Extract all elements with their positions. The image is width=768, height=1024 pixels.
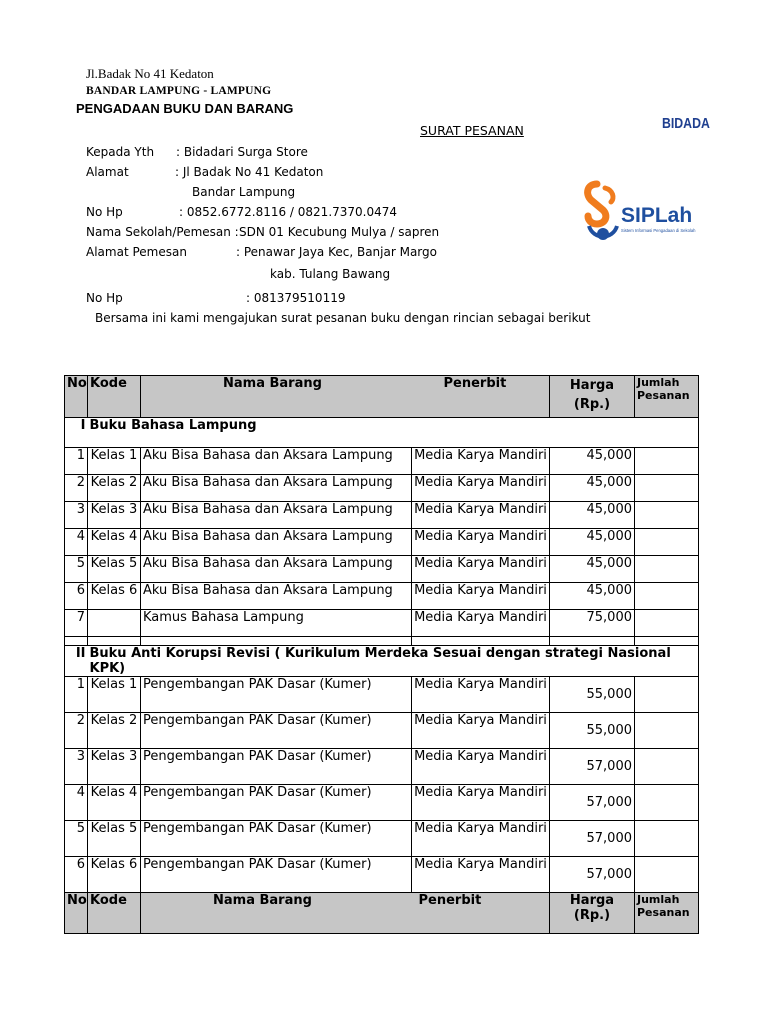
footer-harga: Harga (Rp.) [550, 893, 635, 934]
header-penerbit: Penerbit [443, 376, 507, 391]
siplah-logo-text: SIPLah [621, 204, 693, 227]
row-jumlah-pesanan[interactable] [635, 583, 699, 610]
table-row [65, 529, 699, 556]
sekolah-label: Nama Sekolah/Pemesan : [86, 225, 239, 239]
row-kode: Kelas 2 [88, 713, 141, 749]
row-no: 5 [65, 821, 88, 857]
table-row [65, 475, 699, 502]
row-harga: 45,000 [550, 448, 635, 475]
siplah-logo-subtext: Sistem Informasi Pengadaan di Sekolah [621, 228, 696, 233]
kepada-label: Kepada Yth [86, 145, 155, 159]
footer-no: No [65, 893, 88, 934]
section1-body [65, 448, 699, 637]
table-row [65, 821, 699, 857]
document-title: SURAT PESANAN [420, 123, 524, 138]
header-harga: Harga (Rp.) [550, 376, 635, 418]
row-no: 6 [65, 857, 88, 893]
row-kode [88, 610, 141, 637]
row-harga: 57,000 [550, 749, 635, 785]
row-penerbit: Media Karya Mandiri [412, 749, 550, 785]
row-no: 6 [65, 583, 88, 610]
row-jumlah-pesanan[interactable] [635, 502, 699, 529]
siplah-logo [583, 180, 701, 246]
table-row [65, 713, 699, 749]
header-organization: PENGADAAN BUKU DAN BARANG [76, 101, 294, 116]
table-header [65, 376, 699, 418]
section2-roman: II [65, 646, 88, 677]
nohp2-label: No Hp [86, 291, 123, 305]
row-kode: Kelas 4 [88, 785, 141, 821]
nohp-label: No Hp [86, 205, 123, 219]
section1-roman: I [65, 418, 88, 448]
row-penerbit: Media Karya Mandiri [412, 475, 550, 502]
table-row [65, 583, 699, 610]
row-harga: 75,000 [550, 610, 635, 637]
row-kode: Kelas 5 [88, 556, 141, 583]
row-jumlah-pesanan[interactable] [635, 556, 699, 583]
row-penerbit: Media Karya Mandiri [412, 857, 550, 893]
section2-row [65, 646, 699, 677]
table-row [65, 857, 699, 893]
spacer-row [65, 637, 699, 646]
row-jumlah-pesanan[interactable] [635, 475, 699, 502]
row-jumlah-pesanan[interactable] [635, 713, 699, 749]
row-nama-barang: Aku Bisa Bahasa dan Aksara Lampung [141, 502, 412, 529]
row-kode: Kelas 6 [88, 583, 141, 610]
row-penerbit: Media Karya Mandiri [412, 556, 550, 583]
header-nama: Nama Barang [223, 376, 322, 391]
alamat-pemesan-value: : Penawar Jaya Kec, Banjar Margo [236, 245, 437, 259]
row-harga: 55,000 [550, 677, 635, 713]
row-penerbit: Media Karya Mandiri [412, 713, 550, 749]
footer-penerbit: Penerbit [418, 893, 482, 908]
alamat-value: : Jl Badak No 41 Kedaton [175, 165, 324, 179]
kepada-value: : Bidadari Surga Store [176, 145, 308, 159]
row-no: 7 [65, 610, 88, 637]
row-no: 1 [65, 677, 88, 713]
row-jumlah-pesanan[interactable] [635, 785, 699, 821]
footer-jumlah: Jumlah Pesanan [635, 893, 699, 934]
row-no: 3 [65, 502, 88, 529]
row-jumlah-pesanan[interactable] [635, 857, 699, 893]
alamat-value-2: Bandar Lampung [192, 185, 296, 199]
nohp2-value: : 081379510119 [246, 291, 346, 305]
row-kode: Kelas 5 [88, 821, 141, 857]
row-penerbit: Media Karya Mandiri [412, 502, 550, 529]
row-kode: Kelas 4 [88, 529, 141, 556]
nohp-value: : 0852.6772.8116 / 0821.7370.0474 [179, 205, 398, 219]
row-nama-barang: Aku Bisa Bahasa dan Aksara Lampung [141, 475, 412, 502]
row-penerbit: Media Karya Mandiri [412, 677, 550, 713]
row-kode: Kelas 1 [88, 677, 141, 713]
row-nama-barang: Pengembangan PAK Dasar (Kumer) [141, 749, 412, 785]
row-harga: 57,000 [550, 821, 635, 857]
row-jumlah-pesanan[interactable] [635, 529, 699, 556]
alamat-pemesan-value-2: kab. Tulang Bawang [270, 267, 391, 281]
header-jumlah: Jumlah Pesanan [635, 376, 699, 418]
row-harga: 57,000 [550, 785, 635, 821]
table-row [65, 610, 699, 637]
row-kode: Kelas 1 [88, 448, 141, 475]
footer-nama: Nama Barang [213, 893, 312, 908]
row-no: 2 [65, 475, 88, 502]
row-penerbit: Media Karya Mandiri [412, 583, 550, 610]
row-penerbit: Media Karya Mandiri [412, 821, 550, 857]
row-nama-barang: Aku Bisa Bahasa dan Aksara Lampung [141, 556, 412, 583]
section1-row [65, 418, 699, 448]
brand-name-cut: BIDADA [662, 115, 710, 132]
row-harga: 45,000 [550, 502, 635, 529]
row-penerbit: Media Karya Mandiri [412, 785, 550, 821]
row-kode: Kelas 2 [88, 475, 141, 502]
row-nama-barang: Pengembangan PAK Dasar (Kumer) [141, 857, 412, 893]
row-no: 3 [65, 749, 88, 785]
row-nama-barang: Aku Bisa Bahasa dan Aksara Lampung [141, 529, 412, 556]
row-kode: Kelas 6 [88, 857, 141, 893]
footer-kode: Kode [88, 893, 141, 934]
table-row [65, 556, 699, 583]
row-nama-barang: Aku Bisa Bahasa dan Aksara Lampung [141, 583, 412, 610]
row-harga: 45,000 [550, 556, 635, 583]
row-penerbit: Media Karya Mandiri [412, 448, 550, 475]
section2-title: Buku Anti Korupsi Revisi ( Kurikulum Merdeka Sesuai dengan strategi Nasional KPK) [88, 646, 699, 677]
row-jumlah-pesanan[interactable] [635, 448, 699, 475]
row-kode: Kelas 3 [88, 749, 141, 785]
row-jumlah-pesanan[interactable] [635, 610, 699, 637]
row-no: 5 [65, 556, 88, 583]
row-penerbit: Media Karya Mandiri [412, 610, 550, 637]
siplah-logo-icon [583, 180, 701, 246]
row-jumlah-pesanan[interactable] [635, 749, 699, 785]
row-no: 4 [65, 785, 88, 821]
row-no: 4 [65, 529, 88, 556]
table-row [65, 448, 699, 475]
header-city: BANDAR LAMPUNG - LAMPUNG [86, 85, 272, 97]
order-table [64, 375, 699, 934]
sekolah-value: SDN 01 Kecubung Mulya / sapren [239, 225, 440, 239]
table-footer-header [65, 893, 699, 934]
row-jumlah-pesanan[interactable] [635, 677, 699, 713]
row-harga: 55,000 [550, 713, 635, 749]
row-no: 2 [65, 713, 88, 749]
row-harga: 45,000 [550, 475, 635, 502]
intro-text: Bersama ini kami mengajukan surat pesanan buku dengan rincian sebagai berikut [95, 311, 591, 325]
row-harga: 45,000 [550, 583, 635, 610]
header-no: No [65, 376, 88, 418]
alamat-pemesan-label: Alamat Pemesan [86, 245, 187, 259]
section2-body [65, 677, 699, 893]
row-nama-barang: Pengembangan PAK Dasar (Kumer) [141, 821, 412, 857]
row-jumlah-pesanan[interactable] [635, 821, 699, 857]
table-row [65, 502, 699, 529]
row-no: 1 [65, 448, 88, 475]
table-row [65, 785, 699, 821]
table-row [65, 677, 699, 713]
row-harga: 45,000 [550, 529, 635, 556]
row-nama-barang: Pengembangan PAK Dasar (Kumer) [141, 713, 412, 749]
row-kode: Kelas 3 [88, 502, 141, 529]
row-penerbit: Media Karya Mandiri [412, 529, 550, 556]
header-kode: Kode [88, 376, 141, 418]
row-harga: 57,000 [550, 857, 635, 893]
table-row [65, 749, 699, 785]
row-nama-barang: Pengembangan PAK Dasar (Kumer) [141, 785, 412, 821]
section1-title: Buku Bahasa Lampung [88, 418, 699, 448]
row-nama-barang: Kamus Bahasa Lampung [141, 610, 412, 637]
row-nama-barang: Pengembangan PAK Dasar (Kumer) [141, 677, 412, 713]
row-nama-barang: Aku Bisa Bahasa dan Aksara Lampung [141, 448, 412, 475]
header-address: Jl.Badak No 41 Kedaton [86, 66, 214, 81]
alamat-label: Alamat [86, 165, 129, 179]
